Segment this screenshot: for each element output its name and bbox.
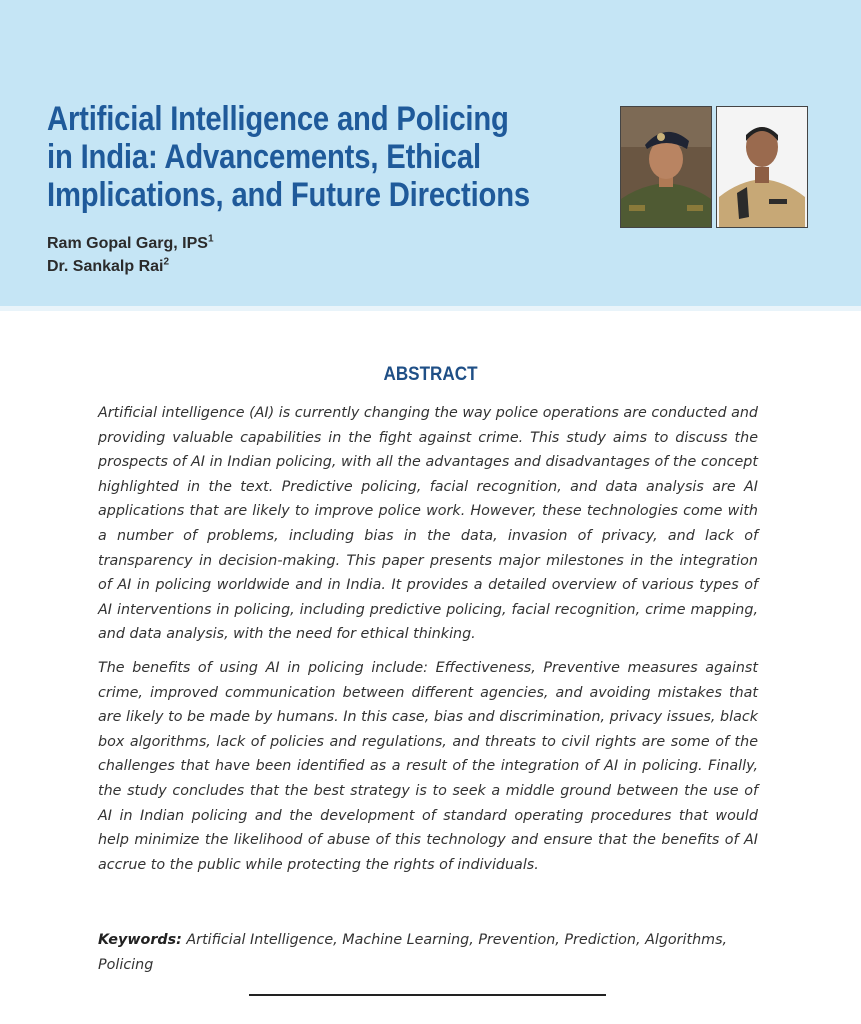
author-name: Ram Gopal Garg, IPS (47, 235, 208, 252)
author-name: Dr. Sankalp Rai (47, 258, 164, 275)
author-2 (47, 255, 214, 278)
author-1 (47, 232, 214, 255)
abstract-heading: ABSTRACT (383, 364, 478, 385)
abstract-paragraph: The benefits of using AI in policing include: Effectiveness, Preventive measures against crime, improved communication between different agencies, and avoiding mistakes that are likely to be made by humans. In this case, bias and discrimination, privacy issues, black box algorithms, lack of policies and regulations, and threats to civil rights are some of the challenges that have been identified as a result of the integration of AI in policing. Finally, the study concludes that the best strategy is to seek a middle ground between the use of AI in Indian policing and the development of standard operating procedures that would help minimize the likelihood of abuse of this technology and ensure that the benefits of AI accrue to the public while protecting the rights of individuals. (98, 659, 758, 873)
keywords (98, 928, 758, 977)
author-photo-icon (717, 107, 807, 227)
header-divider (0, 306, 861, 311)
author-photo-2 (716, 106, 808, 228)
title-line: Implications, and Future Directions (47, 176, 531, 214)
abstract-paragraph: Artificial intelligence (AI) is currently changing the way police operations are conducted and providing valuable capabilities in the fight against crime. This study aims to discuss the prospects of AI in Indian policing, with all the advantages and disadvantages of the concept highlighted in the text. Predictive policing, facial recognition, and data analysis are AI applications that are likely to improve police work. However, these technologies come with a number of problems, including bias in the data, invasion of privacy, and lack of transparency in decision-making. This paper presents major milestones in the integration of AI in policing worldwide and in India. It provides a detailed overview of various types of AI interventions in policing, including predictive policing, facial recognition, crime mapping, and data analysis, with the need for ethical thinking. (98, 405, 758, 643)
author-list (47, 232, 214, 278)
author-photo-icon (621, 107, 711, 227)
author-affiliation-mark: 1 (207, 233, 214, 245)
author-photo-1 (620, 106, 712, 228)
paper-title (47, 100, 531, 214)
author-affiliation-mark: 2 (163, 256, 170, 268)
title-line: in India: Advancements, Ethical (47, 138, 481, 176)
footer-divider (249, 994, 606, 996)
keywords-text: Artificial Intelligence, Machine Learning, Prevention, Prediction, Algorithms, Policing (98, 932, 728, 973)
title-line: Artificial Intelligence and Policing (47, 100, 509, 138)
abstract-body (98, 401, 758, 886)
keywords-label: Keywords: (98, 932, 182, 948)
